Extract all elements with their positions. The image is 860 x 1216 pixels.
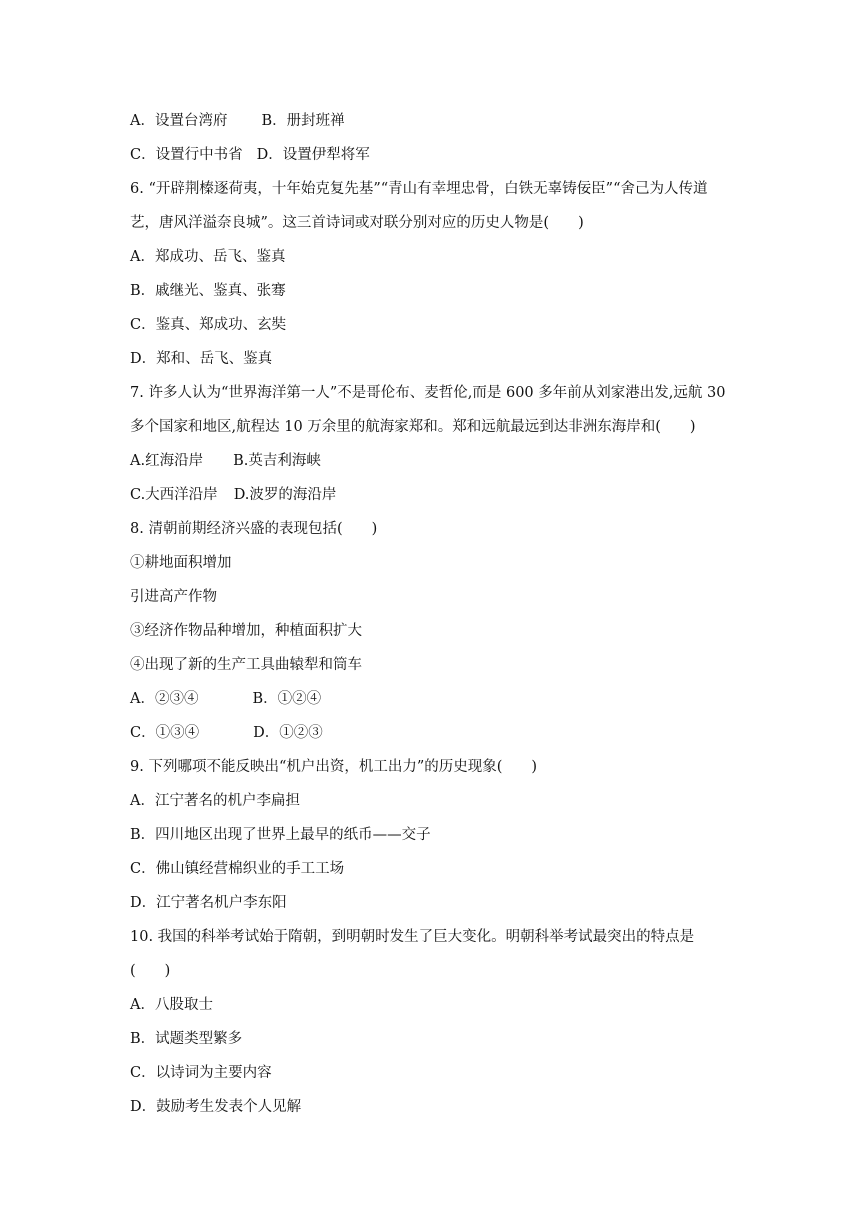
q6-option-d: D．郑和、岳飞、鉴真: [130, 351, 273, 367]
q9-option-a: A．江宁著名的机户李扁担: [130, 793, 300, 809]
q6-option-b: B．戚继光、鉴真、张骞: [130, 283, 286, 299]
q8-option-b: B．①②④: [252, 691, 322, 707]
question-10-text: 10. 我国的科举考试始于隋朝，到明朝时发生了巨大变化。明朝科举考试最突出的特点是: [130, 929, 695, 945]
q7-option-b: B.英吉利海峡: [233, 453, 321, 469]
q6-option-a: A．郑成功、岳飞、鉴真: [130, 249, 286, 265]
question-7-text: 7. 许多人认为“世界海洋第一人”不是哥伦布、麦哲伦,而是 600 多年前从刘家港出发,远航 30: [130, 385, 726, 401]
q8-option-a: A．②③④: [130, 691, 199, 707]
question-6-text-cont: 艺，唐风洋溢奈良城”。这三首诗词或对联分别对应的历史人物是( ): [130, 215, 584, 231]
q8-item-1: ①耕地面积增加: [130, 555, 232, 571]
option-d: D．设置伊犁将军: [256, 147, 370, 163]
question-6-text: 6. “开辟荆榛逐荷夷，十年始克复先基”“青山有幸埋忠骨，白铁无辜铸佞臣”“舍己为人传道: [130, 181, 708, 197]
option-c: C．设置行中书省: [130, 147, 243, 163]
q10-option-a: A．八股取士: [130, 997, 213, 1013]
option-line: [130, 689, 321, 709]
question-10-text-cont: ( ): [130, 963, 171, 979]
q10-option-c: C．以诗词为主要内容: [130, 1065, 272, 1081]
q7-option-a: A.红海沿岸: [130, 453, 204, 469]
q8-item-2: 引进高产作物: [130, 589, 217, 605]
option-line: [130, 145, 370, 165]
option-line: [130, 451, 321, 471]
q7-option-d: D.波罗的海沿岸: [233, 487, 337, 503]
option-line: [130, 485, 336, 505]
option-a: A．设置台湾府: [130, 113, 228, 129]
question-7-text-cont: 多个国家和地区,航程达 10 万余里的航海家郑和。郑和远航最远到达非洲东海岸和( ): [130, 419, 696, 435]
q8-option-c: C．①③④: [130, 725, 200, 741]
option-b: B．册封班禅: [261, 113, 345, 129]
q10-option-b: B．试题类型繁多: [130, 1031, 243, 1047]
q6-option-c: C．鉴真、郑成功、玄奘: [130, 317, 287, 333]
q8-option-d: D．①②③: [253, 725, 323, 741]
q7-option-c: C.大西洋沿岸: [130, 487, 218, 503]
question-8-text: 8. 清朝前期经济兴盛的表现包括( ): [130, 521, 378, 537]
option-line: [130, 723, 323, 743]
q8-item-4: ④出现了新的生产工具曲辕犁和筒车: [130, 657, 362, 673]
q10-option-d: D．鼓励考生发表个人见解: [130, 1099, 302, 1115]
question-9-text: 9. 下列哪项不能反映出“机户出资，机工出力”的历史现象( ): [130, 759, 538, 775]
option-line: [130, 111, 345, 131]
q9-option-c: C．佛山镇经营棉织业的手工工场: [130, 861, 345, 877]
q9-option-b: B．四川地区出现了世界上最早的纸币——交子: [130, 827, 431, 843]
q9-option-d: D．江宁著名机户李东阳: [130, 895, 287, 911]
q8-item-3: ③经济作物品种增加，种植面积扩大: [130, 623, 362, 639]
